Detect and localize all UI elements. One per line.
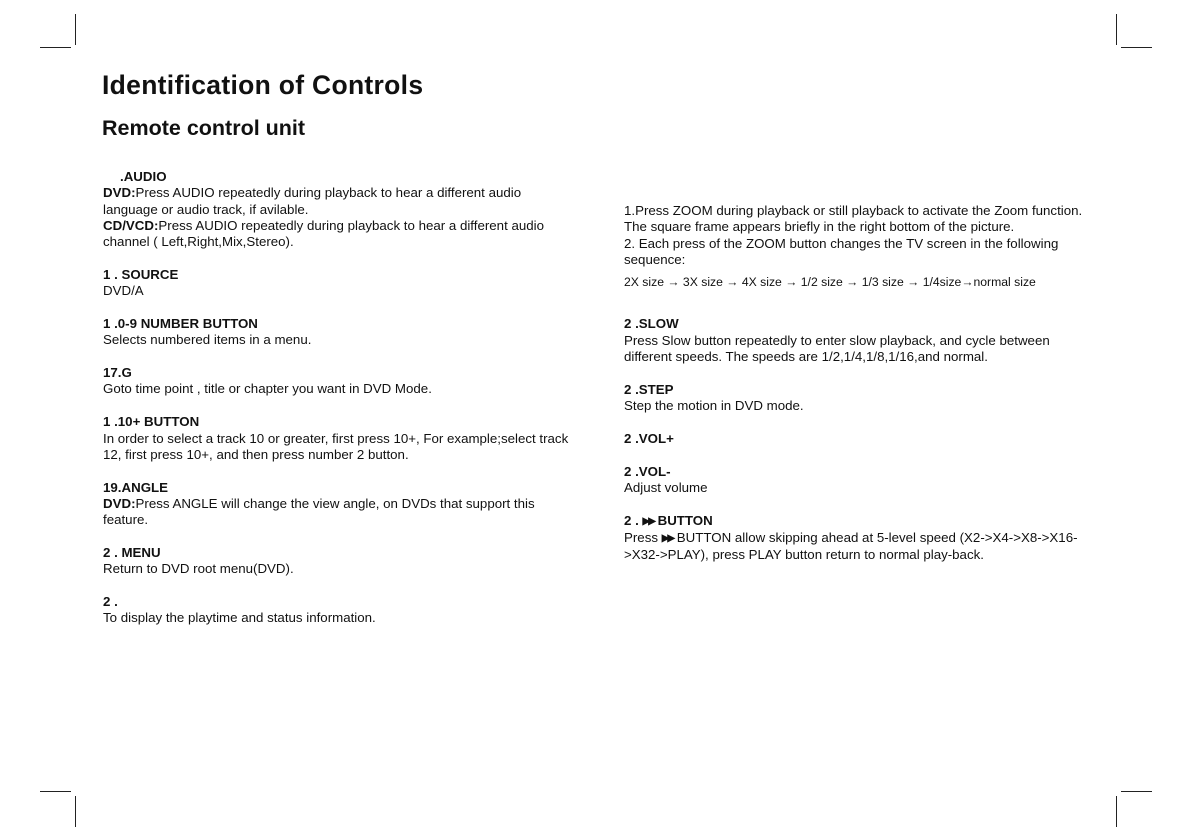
- crop-mark: [1116, 14, 1117, 45]
- ff-heading-prefix: 2 .: [624, 512, 639, 528]
- crop-mark: [40, 791, 71, 792]
- section-goto: [103, 365, 573, 398]
- ff-heading-suffix: BUTTON: [657, 512, 713, 528]
- section-heading: .AUDIO: [120, 169, 167, 184]
- section-text: Selects numbered items in a menu.: [103, 332, 312, 348]
- section-audio: [103, 169, 573, 250]
- section-zoom: [624, 203, 1096, 290]
- section-heading: 2 .: [103, 594, 118, 610]
- page-subtitle: Remote control unit: [102, 116, 306, 140]
- dvd-label: DVD:: [103, 495, 136, 511]
- section-text: [103, 496, 573, 529]
- section-menu: [103, 545, 573, 578]
- section-ten-plus: [103, 414, 573, 463]
- section-heading: 1 .10+ BUTTON: [103, 414, 200, 430]
- section-heading: 2 .SLOW: [624, 316, 679, 332]
- section-heading: 2 . MENU: [103, 545, 161, 561]
- section-slow: [624, 316, 1096, 365]
- section-heading: 1 . SOURCE: [103, 266, 179, 282]
- section-angle: [103, 480, 573, 529]
- left-column: [103, 169, 573, 627]
- crop-mark: [1116, 796, 1117, 827]
- audio-dvd-text: Press AUDIO repeatedly during playback to hear a different audio language or audio track, if avilable.: [103, 185, 522, 217]
- fast-forward-icon: ▶▶: [642, 515, 654, 527]
- section-text: [103, 218, 573, 251]
- section-step: [624, 382, 1096, 415]
- section-text: Goto time point , title or chapter you want in DVD Mode.: [103, 381, 432, 397]
- section-heading: 2 .STEP: [624, 381, 674, 397]
- crop-mark: [1121, 47, 1152, 48]
- section-text: Return to DVD root menu(DVD).: [103, 561, 294, 577]
- audio-cd-text: Press AUDIO repeatedly during playback to hear a different audio channel ( Left,Right,Mix,Stereo).: [103, 217, 544, 250]
- ff-text: BUTTON allow skipping ahead at 5-level speed (X2->X4->X8->X16->X32->PLAY), press PLAY button return to normal play-back.: [624, 530, 1078, 563]
- section-fast-forward: [624, 513, 1096, 564]
- section-text: Step the motion in DVD mode.: [624, 398, 804, 414]
- section-vol-down: [624, 464, 1096, 497]
- section-text: To display the playtime and status information.: [103, 610, 376, 626]
- section-source: [103, 267, 573, 300]
- section-heading: 19.ANGLE: [103, 479, 169, 495]
- angle-text: Press ANGLE will change the view angle, on DVDs that support this feature.: [103, 495, 535, 528]
- cd-vcd-label: CD/VCD:: [103, 217, 159, 233]
- section-text: Adjust volume: [624, 480, 708, 496]
- section-text: In order to select a track 10 or greater, first press 10+, For example;select track 12, first press 10+, and then press number 2 button.: [103, 430, 569, 462]
- fast-forward-icon: ▶▶: [661, 533, 674, 545]
- page-title: Identification of Controls: [102, 70, 424, 100]
- zoom-sequence: 2X size → 3X size → 4X size → 1/2 size → 1/3 size → 1/4size→normal size: [624, 275, 1036, 290]
- section-heading: 2 .VOL+: [624, 430, 674, 446]
- section-vol-up: [624, 431, 1096, 447]
- section-heading: 17.G: [103, 365, 132, 381]
- crop-mark: [1121, 791, 1152, 792]
- ff-press: Press: [624, 530, 658, 546]
- section-text: 1.Press ZOOM during playback or still playback to activate the Zoom function. The square frame appears briefly in the right bottom of the picture.: [624, 203, 1083, 235]
- dvd-label: DVD:: [103, 185, 136, 201]
- section-text: 2. Each press of the ZOOM button changes the TV screen in the following sequence:: [624, 235, 1059, 267]
- section-heading: 2 .VOL-: [624, 463, 671, 479]
- section-heading: 1 .0-9 NUMBER BUTTON: [103, 316, 258, 332]
- section-text: [624, 530, 1096, 564]
- crop-mark: [40, 47, 71, 48]
- section-heading: [624, 513, 1096, 530]
- right-column: [624, 203, 1096, 564]
- section-text: DVD/A: [103, 283, 144, 299]
- section-number-button: [103, 316, 573, 349]
- crop-mark: [75, 14, 76, 45]
- section-text: [103, 185, 573, 218]
- crop-mark: [75, 796, 76, 827]
- section-display: [103, 594, 573, 627]
- section-text: Press Slow button repeatedly to enter slow playback, and cycle between different speeds. The speeds are 1/2,1/4,1/8,1/16,and normal.: [624, 332, 1050, 365]
